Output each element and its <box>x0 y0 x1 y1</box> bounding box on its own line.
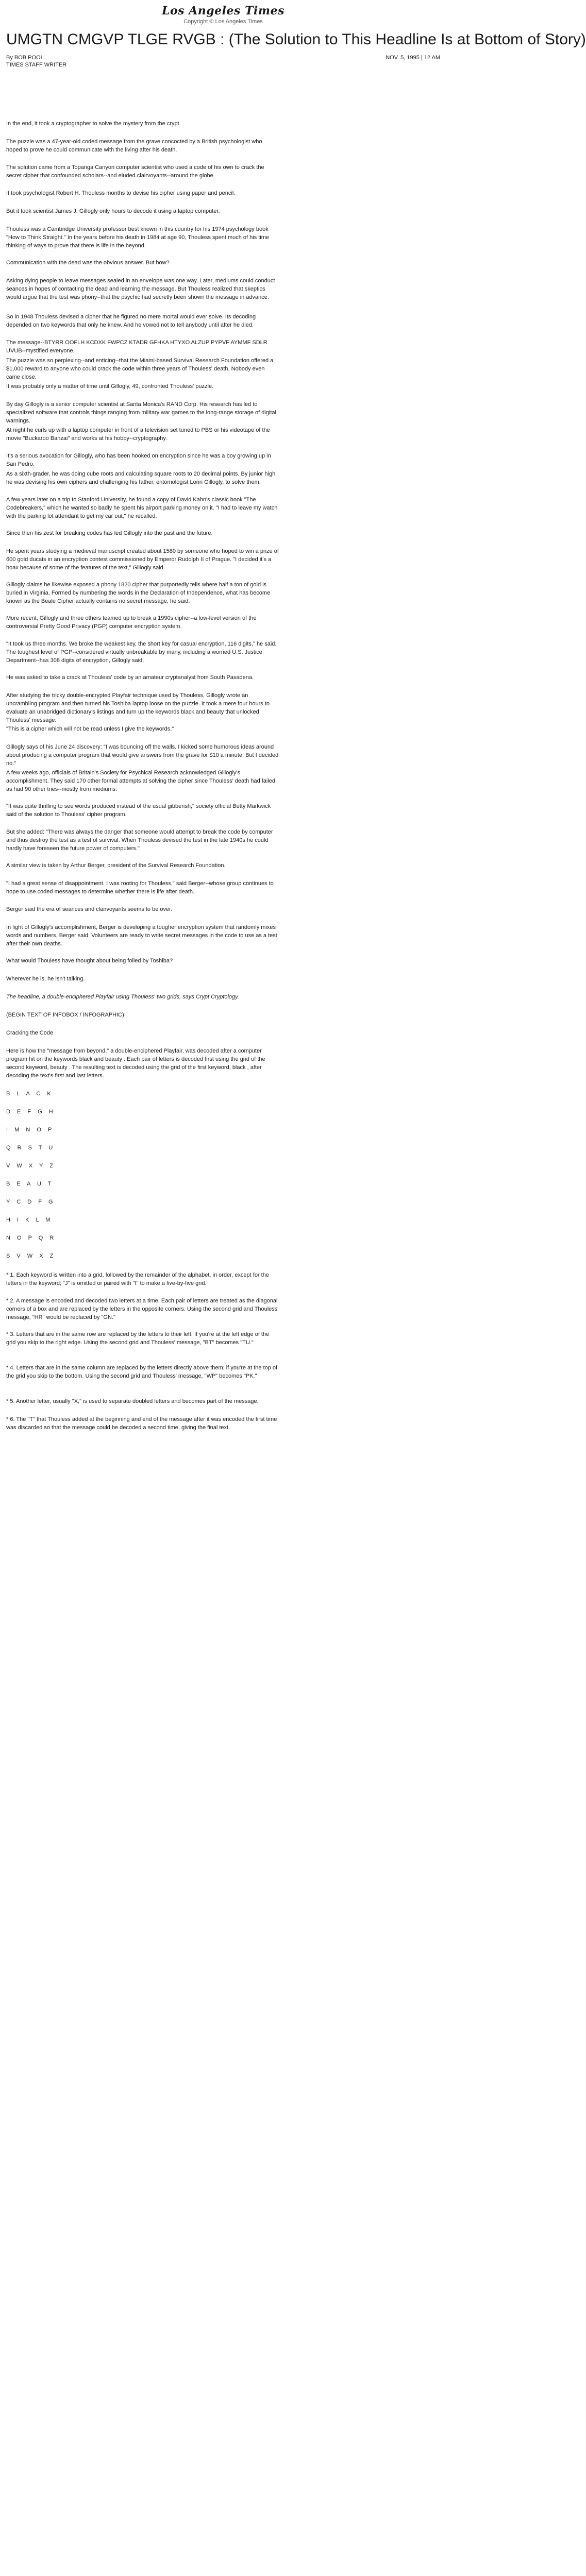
article-paragraph: The puzzle was a 47-year-old coded message from the grave concocted by a British psychologist who hoped to prove he could communicate with the living after his death. <box>6 139 262 153</box>
article-paragraph: It's a serious avocation for Gillogly, who has been hooked on encryption since he was a boy growing up in San Pedro. <box>6 453 271 467</box>
article-paragraph: "This is a cipher which will not be read unless I give the keywords." <box>6 726 174 732</box>
article-paragraph: "It was quite thrilling to see words produced instead of the usual gibberish," society official Betty Markwick said of the solution to Thouless' cipher program. <box>6 803 271 818</box>
cipher-grid-row: B L A C K <box>6 1091 54 1097</box>
article-paragraph: But it took scientist James J. Gillogly only hours to decode it using a laptop computer. <box>6 208 220 214</box>
article-paragraph: Here is how the "message from beyond," a double-enciphered Playfair, was decoded after a computer program hit on the keywords black and beauty . Each pair of letters is decoded first using the grid of the second keyword, beauty . The resulting text is decoded using the grid of the first keyword, black , after decoding the text's first and last letters. <box>6 1048 265 1079</box>
decoding-step: * 4. Letters that are in the same column are replaced by the letters directly above them; if you're at the top of the grid you skip to the bottom. Using the second grid and Thouless' message, "WP" becomes "PK." <box>6 1365 278 1379</box>
article-paragraph: Berger said the era of seances and clairvoyants seems to be over. <box>6 906 173 912</box>
article-paragraph: Wherever he is, he isn't talking. <box>6 976 85 982</box>
article-paragraph: A few years later on a trip to Stanford University, he found a copy of David Kahn's classic book "The Codebreakers," which he wanted so badly he spent his airport parking money on it. "I had to leave my watch with the parking lot attendant to get my car out," he recalled. <box>6 497 278 519</box>
decoding-step: * 2. A message is encoded and decoded two letters at a time. Each pair of letters are treated as the diagonal corners of a box and are replaced by the letters in the opposite corners. Using the second grid and Thouless' message, "HR" would be replaced by "GN." <box>6 1298 279 1320</box>
newspaper-logo[interactable]: Los Angeles Times <box>162 4 284 18</box>
article-paragraph: So in 1948 Thouless devised a cipher that he figured no mere mortal would ever solve. Its decoding depended on two keywords that only he knew. And he vowed not to tell anybody until after he died. <box>6 314 256 328</box>
article-paragraph: "I had a great sense of disappointment. I was rooting for Thouless," said Berger--whose group continues to hope to use coded messages to determine whether there is life after death. <box>6 880 274 895</box>
cipher-grid-row: D E F G H <box>6 1109 56 1115</box>
article-paragraph: He spent years studying a medieval manuscript created about 1580 by someone who hoped to win a prize of 600 gold ducats in an encryption contest commissioned by Emperor Rudolph II of Prague. "I decided it's a hoax because of some of the features of the text," Gillogly said. <box>6 548 279 571</box>
article-paragraph: A similar view is taken by Arthur Berger, president of the Survival Research Foundation. <box>6 862 226 869</box>
decoding-step: * 5. Another letter, usually "X," is used to separate doubled letters and becomes part of the message. <box>6 1398 259 1404</box>
article-paragraph: Asking dying people to leave messages sealed in an envelope was one way. Later, mediums could conduct seances in hopes of contacting the dead and learning the message. But Thouless realized that skeptics would argue that the test was phony--that the psychic had secretly been shown the message in advance. <box>6 278 275 300</box>
cipher-grid-row: Y C D F G <box>6 1199 56 1205</box>
byline <box>6 55 440 61</box>
article-paragraph: (BEGIN TEXT OF INFOBOX / INFOGRAPHIC) <box>6 1012 124 1018</box>
article-paragraph: Thouless was a Cambridge University professor best known in this country for his 1974 psychology book "How to Think Straight." In the years before his death in 1984 at age 90, Thouless spent much of his time thinking of ways to prove that there is life in the beyond. <box>6 226 270 249</box>
article-paragraph: But she added: "There was always the danger that someone would attempt to break the code by computer and thus destroy the test as a test of survival. When Thouless devised the test in the late 1940s he could hardly have foreseen the future power of computers." <box>6 829 273 852</box>
article-paragraph: It took psychologist Robert H. Thouless months to devise his cipher using paper and pencil. <box>6 190 236 196</box>
author-name: By BOB POOL <box>6 55 44 61</box>
article-paragraph: What would Thouless have thought about being foiled by Toshiba? <box>6 958 173 964</box>
decoding-step: * 1. Each keyword is written into a grid, followed by the remainder of the alphabet, in order, except for the letters in the keyword; "J" is omitted or paired with "I" to make a five-by-five grid. <box>6 1272 269 1286</box>
article-paragraph: He was asked to take a crack at Thouless' code by an amateur cryptanalyst from South Pasadena. <box>6 674 254 681</box>
cipher-grid-row: H I K L M <box>6 1217 53 1223</box>
author-title: TIMES STAFF WRITER <box>6 62 67 68</box>
article-paragraph: The solution came from a Topanga Canyon computer scientist who used a code of his own to crack the secret cipher that confounded scholars--and eluded clairvoyants--around the globe. <box>6 164 264 179</box>
article-paragraph: At night he curls up with a laptop computer in front of a television set tuned to PBS or his videotape of the movie "Buckaroo Banzai" and works at his hobby--cryptography. <box>6 427 270 442</box>
decoding-step: * 6. The "T" that Thouless added at the beginning and end of the message after it was encoded the first time was discarded so that the message could be decoded a second time, giving the final text. <box>6 1416 277 1431</box>
decoding-step: * 3. Letters that are in the same row are replaced by the letters to their left. If you're at the left edge of the grid you skip to the right edge. Using the second grid and Thouless' message, "BT" becomes "TU." <box>6 1331 270 1346</box>
article-paragraph: The message--BTYRR OOFLH KCDXK FWPCZ KTADR GFHKA HTYXO ALZUP PYPVF AYMMF SDLR UVUB--mystified everyone. <box>6 340 267 354</box>
article-paragraph: Communication with the dead was the obvious answer. But how? <box>6 260 170 266</box>
article-paragraph: Cracking the Code <box>6 1030 54 1036</box>
article-paragraph: The puzzle was so perplexing--and enticing--that the Miami-based Survival Research Foundation offered a $1,000 reward to anyone who could crack the code within three years of Thouless' death. Nobody even came close. <box>6 358 274 380</box>
article-paragraph: The headline, a double-enciphered Playfair using Thouless' two grids, says Crypt Cryptology. <box>6 994 239 1000</box>
article-paragraph: A few weeks ago, officials of Britain's Society for Psychical Research acknowledged Gillogly's accomplishment. They said 170 other formal attempts at solving the cipher since Thouless' death had failed, as had 90 other tries--mostly from mediums. <box>6 770 277 792</box>
publish-date: NOV. 5, 1995 | 12 AM <box>386 55 440 61</box>
copyright-notice: Copyright © Los Angeles Times <box>183 19 263 25</box>
article-paragraph: Gillogly claims he likewise exposed a phony 1820 cipher that purportedly tells where half a ton of gold is buried in Virginia. Formed by numbering the words in the Declaration of Independence, what has become known as the Beale Cipher actually contains no secret message, he said. <box>6 582 271 604</box>
cipher-grid-row: V W X Y Z <box>6 1163 56 1169</box>
cipher-grid-row: N O P Q R <box>6 1235 57 1241</box>
cipher-grid-row: Q R S T U <box>6 1145 56 1151</box>
masthead <box>0 0 446 25</box>
cipher-grid-row: I M N O P <box>6 1127 55 1133</box>
cipher-grid-row: S V W X Z <box>6 1253 56 1259</box>
article-paragraph: It was probably only a matter of time until Gillogly, 49, confronted Thouless' puzzle. <box>6 383 214 389</box>
article-paragraph: As a sixth-grader, he was doing cube roots and calculating square roots to 20 decimal points. By junior high he was devising his own ciphers and challenging his father, entomologist Lorin Gillogly, to solve them. <box>6 471 276 485</box>
article-paragraph: Gillogly says of his June 24 discovery: "I was bouncing off the walls. I kicked some humorous ideas around about producing a computer program that would give answers from the grave for $10 a minute. But I decided no." <box>6 744 279 767</box>
article-paragraph: "It took us three months. We broke the weakest key, the short key for casual encryption, 116 digits," he said. The toughest level of PGP--considered virtually unbreakable by many, including a worried U.S. Justice Department--has 308 digits of encryption, Gillogly said. <box>6 641 277 664</box>
cipher-grid-row: B E A U T <box>6 1181 54 1187</box>
article-paragraph: By day Gillogly is a senior computer scientist at Santa Monica's RAND Corp. His research has led to specialized software that controls things ranging from military war games to the long-range storage of digital warnings. <box>6 401 276 424</box>
article-paragraph: In light of Gillogly's accomplishment, Berger is developing a tougher encryption system that randomly mixes words and numbers, Berger said. Volunteers are ready to write secret messages in the code to use as a test after their own deaths. <box>6 924 277 947</box>
article-paragraph: More recent, Gillogly and three others teamed up to break a 1990s cipher--a low-level version of the controversial Pretty Good Privacy (PGP) computer encryption system. <box>6 615 257 630</box>
article-paragraph: Since then his zest for breaking codes has led Gillogly into the past and the future. <box>6 530 213 536</box>
article-headline: UMGTN CMGVP TLGE RVGB : (The Solution to This Headline Is at Bottom of Story) <box>6 31 586 48</box>
article-paragraph: After studying the tricky double-encrypted Playfair technique used by Thouless, Gillogly wrote an uncrambling program and then turned his Toshiba laptop loose on the puzzle. It took a mere four hours to evaluate an unabridged dictionary's listings and turn up the keywords black and beauty that unlocked Thouless' message: <box>6 692 270 723</box>
article-paragraph: In the end, it took a cryptographer to solve the mystery from the crypt. <box>6 121 181 127</box>
